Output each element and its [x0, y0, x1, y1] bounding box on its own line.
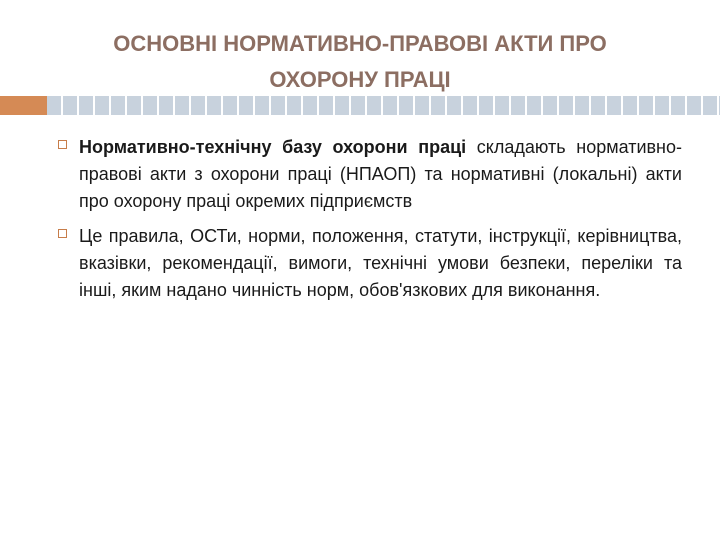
bullet-body: складають нормативно-правові акти з охорони праці (НПАОП) та нормативні (локальні) акти про охорону праці окремих підприємств	[79, 137, 683, 211]
divider-stripes	[47, 96, 720, 115]
bullet-item	[58, 223, 682, 304]
title-divider	[0, 96, 720, 115]
bullet-item	[58, 134, 682, 215]
bullet-text	[79, 134, 682, 215]
square-bullet-icon	[58, 229, 67, 238]
divider-accent-block	[0, 96, 47, 115]
bullet-list	[58, 134, 682, 312]
square-bullet-icon	[58, 140, 67, 149]
bullet-bold-lead: Нормативно-технічну базу охорони праці	[79, 137, 467, 157]
bullet-text	[79, 223, 682, 304]
slide-title: ОСНОВНІ НОРМАТИВНО-ПРАВОВІ АКТИ ПРО ОХОРОНУ ПРАЦІ	[113, 31, 607, 92]
bullet-body: Це правила, ОСТи, норми, положення, статути, інструкції, керівництва, вказівки, рекомендації, вимоги, технічні умови безпеки, переліки та інші, яким надано чинність норм, обов'язкових для виконання.	[79, 226, 682, 300]
